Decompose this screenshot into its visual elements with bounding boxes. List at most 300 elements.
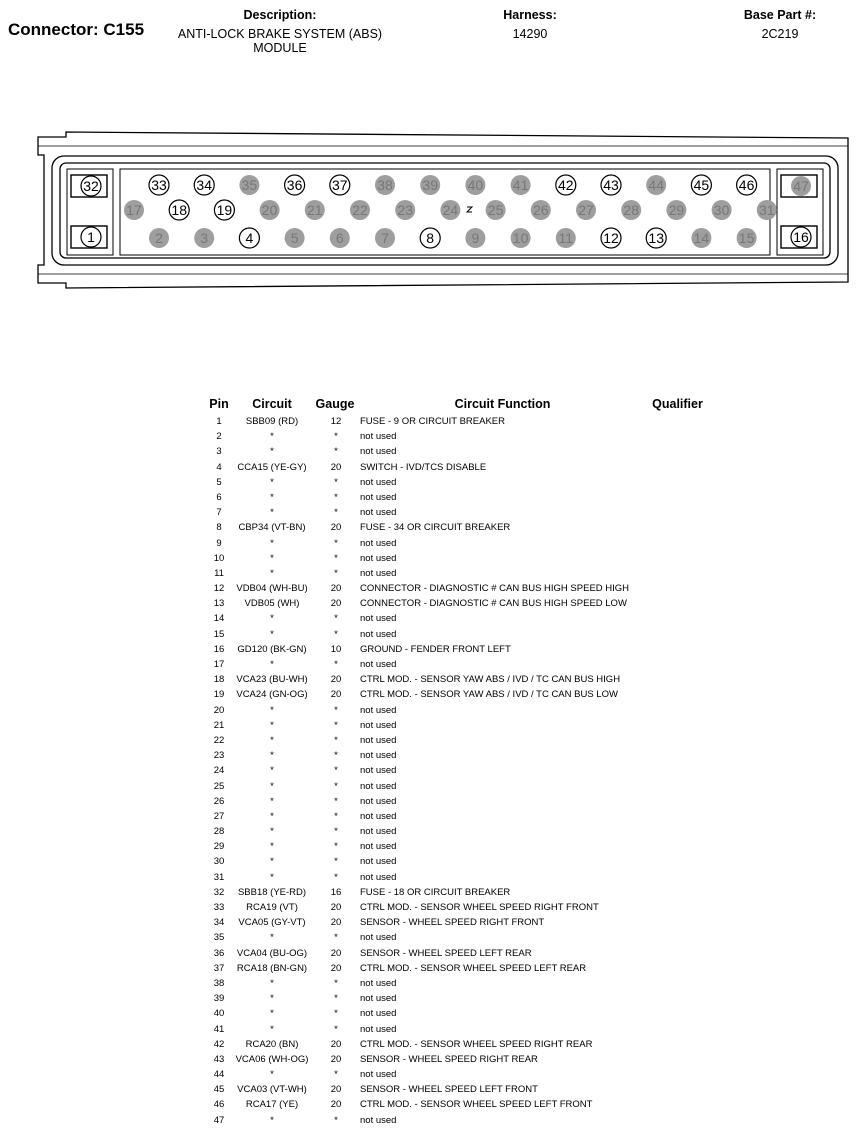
base-part-value: 2C219 (761, 27, 799, 41)
pin-29 (666, 200, 686, 220)
pin-number: 5 (290, 230, 299, 246)
function-cell: not used (360, 476, 397, 488)
gauge-cell: 20 (330, 1099, 342, 1111)
table-row (0, 1006, 863, 1021)
table-row (0, 870, 863, 885)
pin-6 (330, 228, 350, 248)
circuit-cell: * (270, 734, 274, 746)
gauge-cell: 20 (330, 917, 342, 929)
circuit-cell: RCA20 (BN) (245, 1038, 299, 1050)
circuit-cell: * (270, 932, 274, 944)
function-cell: not used (360, 826, 397, 838)
pin-cell: 40 (213, 1008, 225, 1020)
circuit-cell: * (270, 826, 274, 838)
function-cell: not used (360, 659, 397, 670)
gauge-cell: 16 (330, 886, 342, 898)
circuit-cell: * (270, 659, 274, 670)
pin-number: 6 (335, 230, 344, 246)
table-row (0, 824, 863, 839)
pin-23 (395, 200, 415, 220)
pin-43 (601, 175, 621, 195)
pin-cell: 22 (213, 734, 225, 746)
table-row (0, 429, 863, 444)
table-row (0, 505, 863, 520)
gauge-cell: * (334, 507, 338, 519)
pin-number: 37 (332, 177, 348, 193)
table-row (0, 900, 863, 915)
gauge-cell: * (334, 826, 338, 838)
gauge-cell: * (334, 977, 338, 989)
pin-33 (149, 175, 169, 195)
pin-cell: 29 (213, 841, 225, 853)
circuit-cell: * (270, 476, 274, 488)
circuit-cell: VCA23 (BU-WH) (236, 674, 308, 686)
pin-number: 36 (286, 177, 303, 193)
pin-cell: 46 (213, 1099, 225, 1111)
circuit-cell: VCA06 (WH-OG) (235, 1053, 309, 1065)
gauge-cell: * (334, 567, 338, 579)
function-cell: CTRL MOD. - SENSOR WHEEL SPEED RIGHT FRONT (360, 902, 599, 913)
table-row (0, 1113, 863, 1128)
pin-number: 3 (200, 230, 209, 246)
circuit-cell: * (270, 810, 274, 822)
circuit-cell: * (270, 1069, 274, 1081)
pin-26 (531, 200, 551, 220)
pin-47 (781, 175, 817, 197)
table-row (0, 961, 863, 976)
col-header-pin: Pin (209, 397, 229, 411)
pin-number: 11 (558, 230, 574, 246)
pin-cell: 35 (213, 932, 225, 944)
circuit-cell: SBB09 (RD) (245, 416, 299, 427)
function-cell: not used (360, 750, 397, 762)
function-cell: FUSE - 18 OR CIRCUIT BREAKER (360, 886, 511, 898)
pin-cell: 24 (213, 765, 225, 777)
table-row (0, 490, 863, 505)
function-cell: not used (360, 446, 397, 458)
pin-15 (737, 228, 757, 248)
description-block (160, 8, 400, 55)
pin-38 (375, 175, 395, 195)
table-row (0, 444, 863, 459)
function-cell: not used (360, 810, 397, 822)
table-row (0, 839, 863, 854)
function-cell: not used (360, 993, 397, 1005)
gauge-cell: * (334, 719, 338, 731)
table-row (0, 627, 863, 642)
pin-cell: 31 (213, 871, 225, 883)
circuit-cell: RCA17 (YE) (245, 1099, 299, 1111)
pin-30 (712, 200, 732, 220)
base-part-block (720, 8, 840, 41)
pin-number: 7 (381, 230, 389, 246)
pin-cell: 5 (216, 476, 222, 488)
gauge-cell: * (334, 932, 338, 944)
pin-cell: 44 (213, 1069, 225, 1081)
function-cell: not used (360, 871, 397, 883)
pin-number: 33 (151, 177, 167, 193)
pin-number: 30 (713, 202, 730, 218)
circuit-cell: CCA15 (YE-GY) (237, 461, 307, 473)
gauge-cell: * (334, 1008, 338, 1020)
gauge-cell: 20 (330, 1038, 342, 1050)
pin-number: 12 (603, 230, 619, 246)
pin-cell: 43 (213, 1053, 225, 1065)
function-cell: not used (360, 507, 397, 519)
function-cell: SENSOR - WHEEL SPEED RIGHT FRONT (360, 917, 545, 929)
function-cell: not used (360, 1023, 397, 1035)
gauge-cell: * (334, 704, 338, 716)
function-cell: not used (360, 552, 397, 564)
table-row (0, 1067, 863, 1082)
pin-cell: 8 (216, 522, 222, 534)
function-cell: not used (360, 765, 397, 777)
function-cell: not used (360, 841, 397, 853)
connector-title: Connector: C155 (8, 20, 145, 39)
gauge-cell: * (334, 780, 338, 792)
pin-number: 4 (245, 230, 254, 246)
description-line2: MODULE (253, 41, 307, 55)
gauge-cell: * (334, 1114, 338, 1126)
pin-17 (124, 200, 144, 220)
pin-46 (737, 175, 757, 195)
pin-35 (239, 175, 259, 195)
harness-label: Harness: (503, 8, 557, 22)
gauge-cell: 20 (330, 1084, 342, 1096)
pin-number: 15 (738, 230, 755, 246)
gauge-cell: 10 (330, 643, 342, 655)
gauge-cell: * (334, 431, 338, 443)
function-cell: not used (360, 431, 397, 443)
pin-cell: 28 (213, 826, 225, 838)
circuit-cell: * (270, 719, 274, 731)
function-cell: not used (360, 1114, 397, 1126)
pin-cell: 42 (213, 1038, 225, 1050)
pin-number: 41 (512, 177, 529, 193)
function-cell: not used (360, 1008, 397, 1020)
table-row (0, 809, 863, 824)
function-cell: SENSOR - WHEEL SPEED LEFT REAR (360, 947, 532, 959)
circuit-cell: * (270, 765, 274, 777)
circuit-cell: * (270, 507, 274, 519)
pin-19 (214, 200, 234, 220)
pin-cell: 12 (213, 583, 225, 595)
pin-number: 45 (693, 177, 710, 193)
pin-cell: 7 (216, 507, 222, 519)
pin-cell: 30 (213, 856, 225, 868)
pin-cell: 45 (213, 1084, 225, 1096)
col-header-gauge: Gauge (315, 397, 355, 411)
function-cell: CTRL MOD. - SENSOR YAW ABS / IVD / TC CAN BUS LOW (360, 689, 618, 701)
circuit-cell: CBP34 (VT-BN) (238, 522, 306, 534)
pin-20 (260, 200, 280, 220)
circuit-cell: VCA24 (GN-OG) (236, 689, 308, 701)
pin-cell: 9 (216, 537, 222, 549)
gauge-cell: * (334, 993, 338, 1005)
gauge-cell: * (334, 491, 338, 503)
function-cell: not used (360, 491, 397, 503)
gauge-cell: 20 (330, 689, 342, 701)
pin-number: 44 (648, 177, 664, 193)
gauge-cell: * (334, 1023, 338, 1035)
description-label: Description: (243, 8, 317, 22)
pin-cell: 14 (213, 613, 225, 625)
table-row (0, 475, 863, 490)
circuit-cell: * (270, 431, 274, 443)
circuit-cell: * (270, 491, 274, 503)
pin-number: 28 (623, 202, 639, 218)
table-row (0, 551, 863, 566)
pin-number: 32 (83, 178, 99, 194)
pin-cell: 36 (213, 947, 225, 959)
pin-34 (194, 175, 214, 195)
circuit-cell: * (270, 856, 274, 868)
table-row (0, 460, 863, 475)
pin-number: 22 (352, 202, 368, 218)
pin-number: 47 (793, 178, 809, 194)
pin-10 (511, 228, 531, 248)
circuit-cell: * (270, 1008, 274, 1020)
function-cell: CONNECTOR - DIAGNOSTIC # CAN BUS HIGH SPEED LOW (360, 598, 627, 610)
table-row (0, 672, 863, 687)
pin-cell: 1 (216, 416, 222, 427)
function-cell: not used (360, 719, 397, 731)
description-line1: ANTI-LOCK BRAKE SYSTEM (ABS) (177, 27, 383, 41)
gauge-cell: * (334, 750, 338, 762)
table-row (0, 703, 863, 718)
pin-12 (601, 228, 621, 248)
pin-27 (576, 200, 596, 220)
table-row (0, 642, 863, 657)
pin-18 (169, 200, 189, 220)
function-cell: SENSOR - WHEEL SPEED LEFT FRONT (360, 1084, 538, 1096)
function-cell: CTRL MOD. - SENSOR WHEEL SPEED LEFT REAR (360, 962, 587, 974)
function-cell: CTRL MOD. - SENSOR YAW ABS / IVD / TC CAN BUS HIGH (360, 674, 621, 686)
pin-number: 26 (533, 202, 549, 218)
gauge-cell: * (334, 856, 338, 868)
circuit-cell: GD120 (BK-GN) (237, 643, 307, 655)
pin-cell: 16 (213, 643, 225, 655)
pin-number: 27 (578, 202, 594, 218)
pin-44 (646, 175, 666, 195)
circuit-cell: * (270, 750, 274, 762)
pin-number: 43 (603, 177, 619, 193)
circuit-cell: * (270, 628, 274, 640)
pin-number: 29 (668, 202, 685, 218)
gauge-cell: * (334, 552, 338, 564)
circuit-cell: * (270, 841, 274, 853)
function-cell: not used (360, 795, 397, 807)
pin-1 (71, 226, 107, 248)
table-row (0, 1037, 863, 1052)
circuit-cell: * (270, 446, 274, 458)
col-header-function: Circuit Function (454, 397, 551, 411)
pin-cell: 33 (213, 902, 225, 913)
function-cell: not used (360, 628, 397, 640)
circuit-cell: * (270, 795, 274, 807)
table-row (0, 976, 863, 991)
gauge-cell: 20 (330, 902, 342, 913)
gauge-cell: * (334, 871, 338, 883)
col-header-qualifier: Qualifier (652, 397, 703, 411)
table-row (0, 915, 863, 930)
table-row (0, 1082, 863, 1097)
function-cell: CTRL MOD. - SENSOR WHEEL SPEED LEFT FRONT (360, 1099, 593, 1111)
pin-5 (285, 228, 305, 248)
pin-4 (239, 228, 259, 248)
pin-number: 14 (693, 230, 710, 246)
table-row (0, 566, 863, 581)
gauge-cell: * (334, 1069, 338, 1081)
pin-14 (691, 228, 711, 248)
gauge-cell: 20 (330, 947, 342, 959)
table-row (0, 536, 863, 551)
pin-25 (486, 200, 506, 220)
circuit-cell: RCA19 (VT) (246, 902, 298, 913)
circuit-cell: * (270, 1023, 274, 1035)
circuit-cell: * (270, 1114, 274, 1126)
pin-45 (691, 175, 711, 195)
pin-40 (465, 175, 485, 195)
table-row (0, 748, 863, 763)
table-row (0, 763, 863, 778)
pin-cell: 11 (214, 567, 224, 579)
pin-41 (511, 175, 531, 195)
function-cell: not used (360, 704, 397, 716)
pin-32 (71, 175, 107, 197)
pin-number: 38 (377, 177, 393, 193)
pin-cell: 39 (213, 993, 225, 1005)
gauge-cell: * (334, 446, 338, 458)
pin-2 (149, 228, 169, 248)
function-cell: FUSE - 9 OR CIRCUIT BREAKER (360, 416, 505, 427)
function-cell: GROUND - FENDER FRONT LEFT (360, 643, 511, 655)
table-row (0, 991, 863, 1006)
gauge-cell: * (334, 765, 338, 777)
pin-9 (465, 228, 485, 248)
table-row (0, 414, 863, 429)
pin-cell: 20 (213, 704, 225, 716)
table-row (0, 794, 863, 809)
table-row (0, 930, 863, 945)
table-row (0, 1022, 863, 1037)
harness-block (480, 8, 580, 41)
pin-cell: 4 (216, 461, 222, 473)
gauge-cell: 20 (330, 583, 342, 595)
table-row (0, 687, 863, 702)
pin-cell: 41 (213, 1023, 225, 1035)
circuit-cell: VCA03 (VT-WH) (237, 1084, 307, 1096)
circuit-cell: * (270, 567, 274, 579)
table-row (0, 1052, 863, 1067)
pin-number: 20 (261, 202, 278, 218)
pin-cell: 6 (216, 491, 222, 503)
circuit-cell: * (270, 871, 274, 883)
pin-cell: 2 (216, 431, 222, 443)
pin-cell: 47 (213, 1114, 225, 1126)
pin-number: 13 (648, 230, 664, 246)
pin-number: 17 (126, 202, 142, 218)
table-row (0, 718, 863, 733)
table-row (0, 733, 863, 748)
circuit-cell: * (270, 977, 274, 989)
function-cell: not used (360, 977, 397, 989)
pin-number: 34 (196, 177, 212, 193)
gauge-cell: * (334, 628, 338, 640)
pin-cell: 34 (213, 917, 225, 929)
pin-8 (420, 228, 440, 248)
col-header-circuit: Circuit (252, 397, 292, 411)
pin-cell: 13 (213, 598, 225, 610)
pin-number: 24 (442, 202, 459, 218)
gauge-cell: * (334, 810, 338, 822)
pin-number: 39 (422, 177, 438, 193)
table-row (0, 581, 863, 596)
pin-number: 2 (155, 230, 163, 246)
function-cell: SENSOR - WHEEL SPEED RIGHT REAR (360, 1053, 538, 1065)
function-cell: not used (360, 613, 397, 625)
table-row (0, 657, 863, 672)
gauge-cell: 20 (330, 522, 342, 534)
pin-number: 23 (397, 202, 413, 218)
pin-cell: 26 (213, 795, 225, 807)
pin-cell: 19 (213, 689, 225, 701)
pin-3 (194, 228, 214, 248)
gauge-cell: 12 (330, 416, 342, 427)
circuit-cell: VCA05 (GY-VT) (238, 917, 306, 929)
pinout-table (0, 414, 863, 1128)
gauge-cell: * (334, 537, 338, 549)
pin-number: 19 (216, 202, 233, 218)
pin-cell: 17 (213, 659, 225, 670)
function-cell: not used (360, 1069, 397, 1081)
pin-number: 9 (471, 230, 480, 246)
pin-cell: 15 (213, 628, 225, 640)
function-cell: FUSE - 34 OR CIRCUIT BREAKER (360, 522, 511, 534)
pin-cell: 32 (213, 886, 225, 898)
pin-11 (556, 228, 576, 248)
function-cell: not used (360, 856, 397, 868)
pin-cell: 10 (213, 552, 225, 564)
pin-number: 35 (241, 177, 258, 193)
pin-cell: 37 (213, 962, 225, 974)
pin-number: 8 (426, 230, 435, 246)
pin-number: 46 (738, 177, 755, 193)
circuit-cell: * (270, 537, 274, 549)
function-cell: CTRL MOD. - SENSOR WHEEL SPEED RIGHT REAR (360, 1038, 593, 1050)
pin-cell: 23 (213, 750, 225, 762)
pin-cell: 25 (213, 780, 225, 792)
function-cell: not used (360, 567, 397, 579)
circuit-cell: VCA04 (BU-OG) (236, 947, 308, 959)
function-cell: not used (360, 780, 397, 792)
gauge-cell: * (334, 734, 338, 746)
table-row (0, 596, 863, 611)
function-cell: CONNECTOR - DIAGNOSTIC # CAN BUS HIGH SPEED HIGH (360, 583, 630, 595)
function-cell: not used (360, 537, 397, 549)
circuit-cell: SBB18 (YE-RD) (237, 886, 307, 898)
gauge-cell: 20 (330, 962, 342, 974)
table-row (0, 779, 863, 794)
pin-number: 10 (512, 230, 529, 246)
gauge-cell: * (334, 659, 338, 670)
circuit-cell: * (270, 552, 274, 564)
gauge-cell: * (334, 476, 338, 488)
circuit-cell: RCA18 (BN-GN) (236, 962, 308, 974)
table-row (0, 946, 863, 961)
pin-31 (757, 200, 777, 220)
pin-7 (375, 228, 395, 248)
